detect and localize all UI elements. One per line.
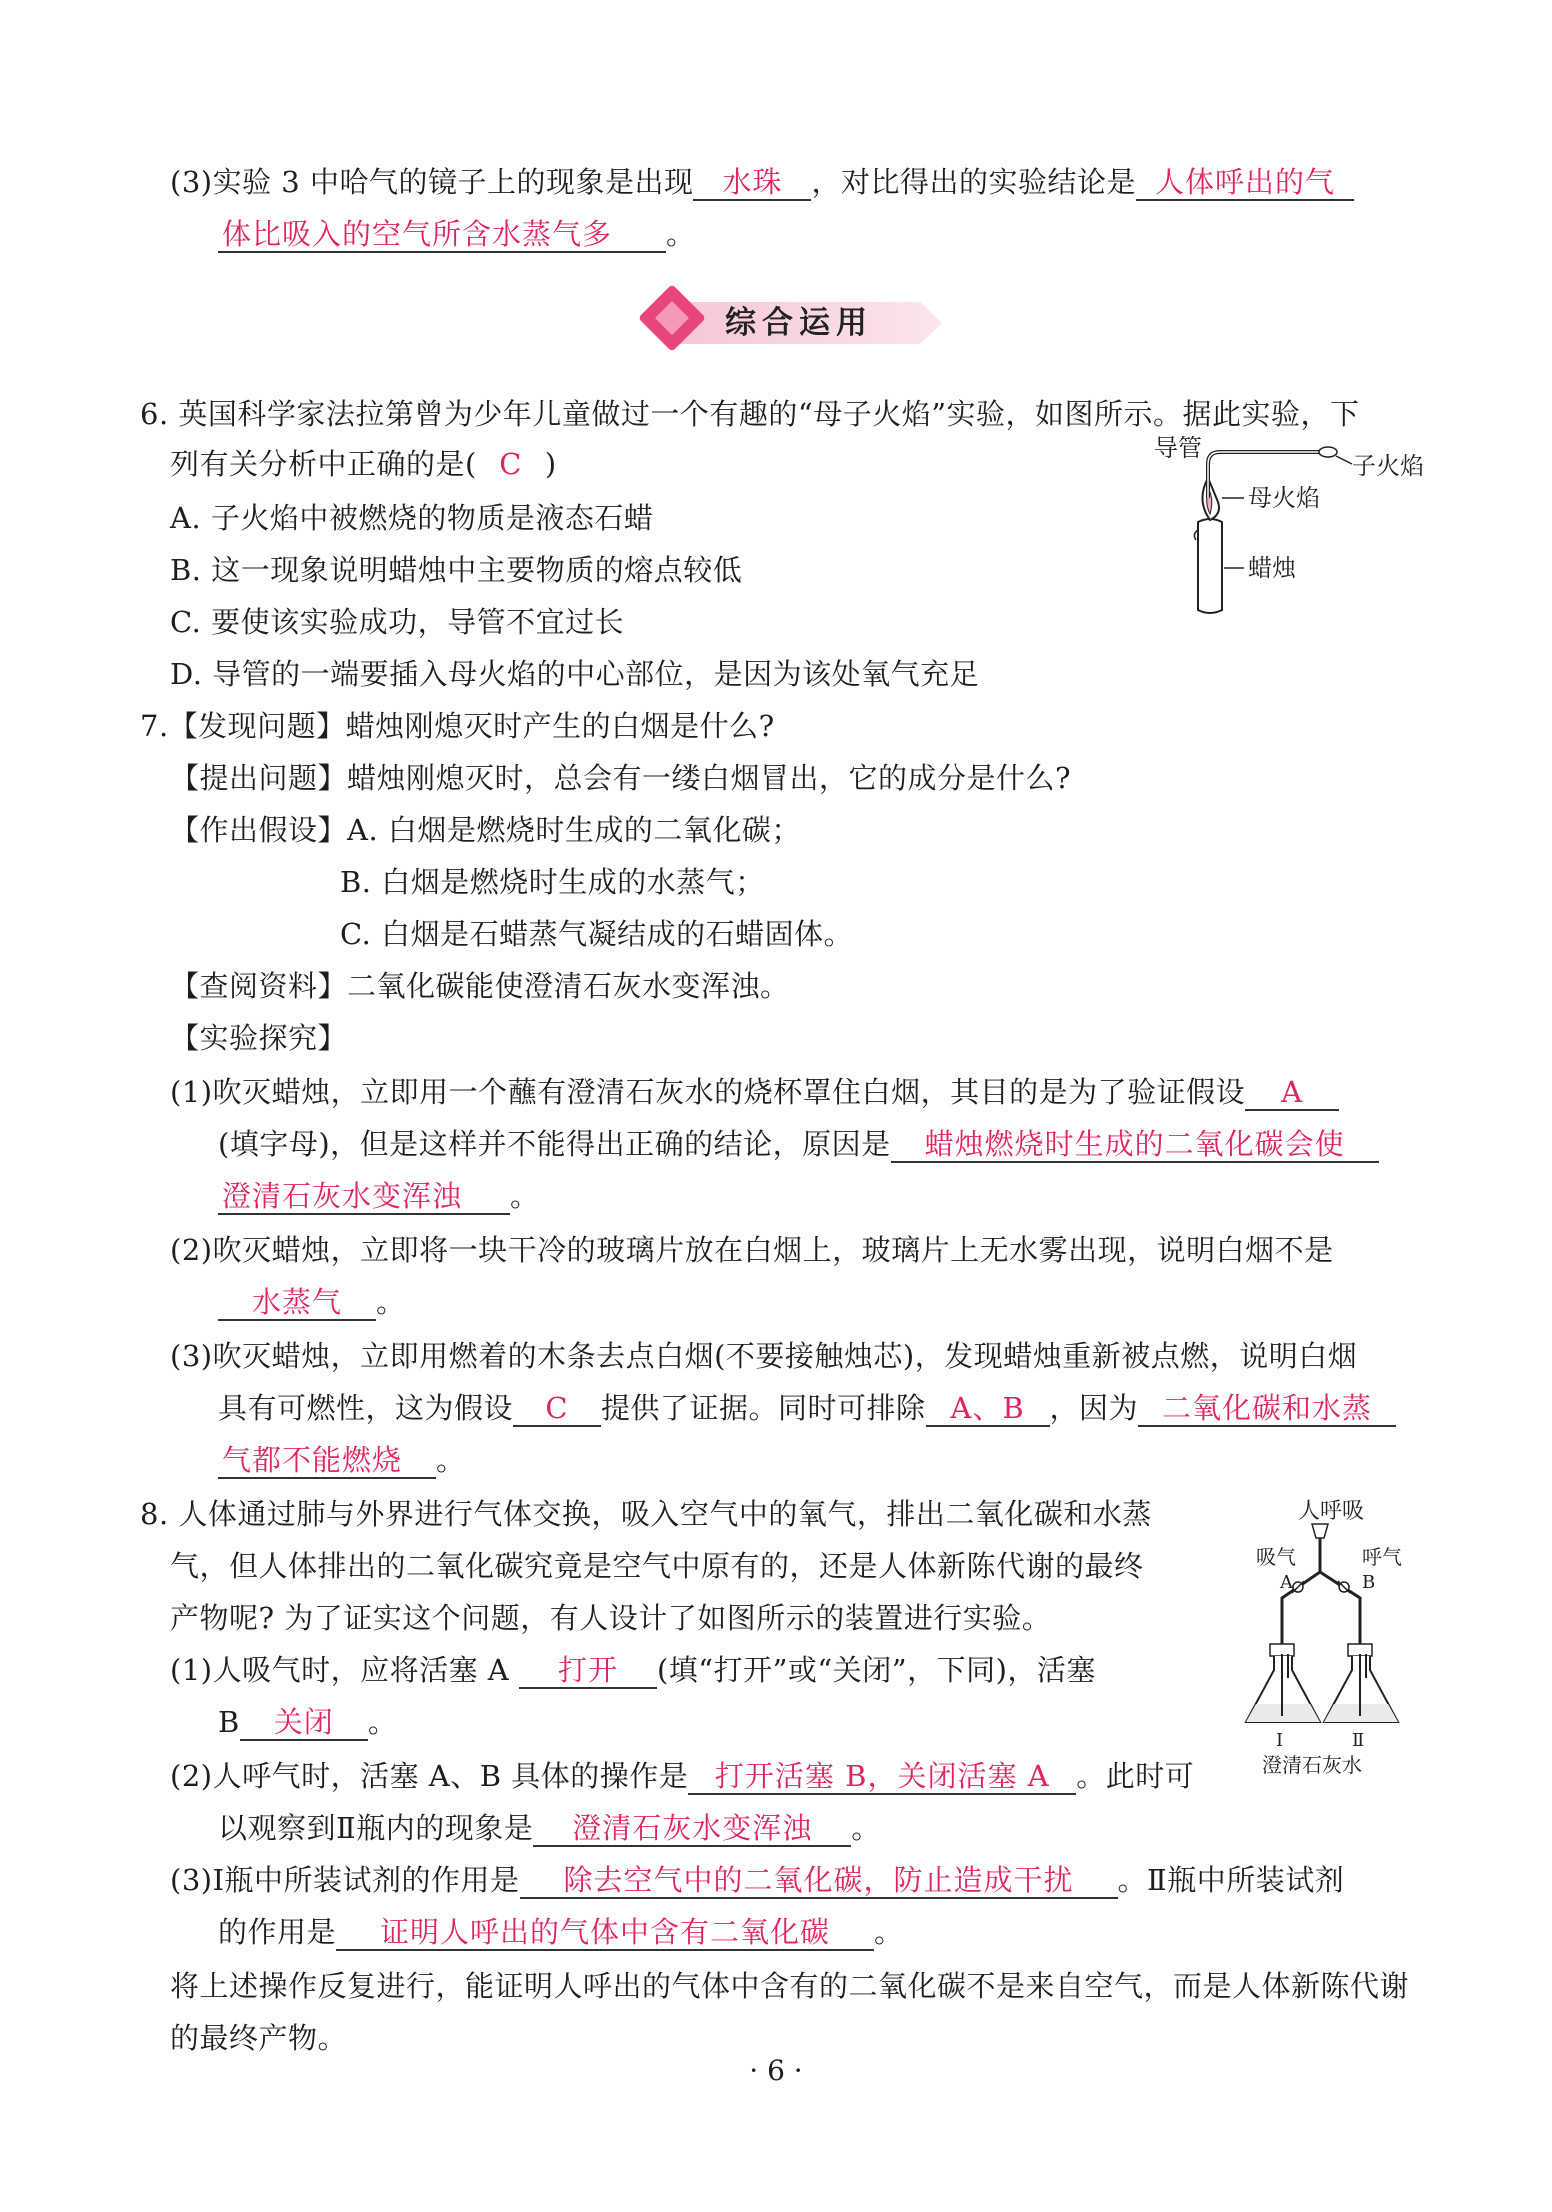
answer-blank: 关闭: [240, 1705, 368, 1741]
valve-b-label: B: [1362, 1572, 1376, 1593]
answer-blank: 澄清石灰水变浑浊: [533, 1811, 851, 1847]
answer-blank: C: [513, 1391, 601, 1427]
answer-blank: 体比吸入的空气所含水蒸气多: [218, 217, 666, 253]
q7-part2-line2: 水蒸气 。: [218, 1282, 406, 1322]
child-flame-label: 子火焰: [1352, 452, 1424, 480]
q6-option-b: B. 这一现象说明蜡烛中主要物质的熔点较低: [170, 553, 743, 587]
q8-line-2: 气，但人体排出的二氧化碳究竟是空气中原有的，还是人体新陈代谢的最终: [170, 1549, 1144, 1583]
limewater-label: 澄清石灰水: [1262, 1753, 1362, 1777]
q8-line-3: 产物呢? 为了证实这个问题，有人设计了如图所示的装置进行实验。: [170, 1601, 1052, 1635]
q8-part2-line1: (2)人呼气时，活塞 A、B 具体的操作是 打开活塞 B，关闭活塞 A 。此时可: [170, 1759, 1195, 1793]
answer-blank: 打开活塞 B，关闭活塞 A: [688, 1759, 1076, 1795]
heading-arrow-tip: [920, 302, 942, 344]
answer-choice: C: [499, 447, 523, 481]
q8-conclusion-1: 将上述操作反复进行，能证明人呼出的气体中含有的二氧化碳不是来自空气，而是人体新陈代谢: [170, 1969, 1410, 2003]
valve-a-label: A: [1280, 1572, 1293, 1593]
answer-blank: 二氧化碳和水蒸: [1138, 1391, 1396, 1427]
exhale-label: 呼气: [1362, 1545, 1402, 1569]
q8-part3-line2: 的作用是 证明人呼出的气体中含有二氧化碳 。: [218, 1915, 904, 1949]
q7-part3-line1: (3)吹灭蜡烛，立即用燃着的木条去点白烟(不要接触烛芯)，发现蜡烛重新被点燃，说明白烟: [170, 1339, 1358, 1373]
section-heading: [640, 288, 920, 356]
breath-label: 人呼吸: [1298, 1499, 1365, 1524]
q6-stem-2: 列有关分析中正确的是( C ): [170, 447, 557, 481]
q7-part1-line2: (填字母)，但是这样并不能得出正确的结论，原因是 蜡烛燃烧时生成的二氧化碳会使: [218, 1124, 1379, 1164]
q7-line-3: 【作出假设】A. 白烟是燃烧时生成的二氧化碳；: [170, 813, 801, 847]
page-number: · 6 ·: [749, 2054, 803, 2087]
q7-part1-line1: (1)吹灭蜡烛，立即用一个蘸有澄清石灰水的烧杯罩住白烟，其目的是为了验证假设 A: [170, 1072, 1339, 1112]
mother-flame-label: 母火焰: [1248, 484, 1320, 512]
q7-part3-line3: 气都不能燃烧 。: [218, 1440, 466, 1480]
q7-part1-line3: 澄清石灰水变浑浊 。: [218, 1176, 540, 1216]
q7-line-2: 【提出问题】蜡烛刚熄灭时，总会有一缕白烟冒出，它的成分是什么?: [170, 761, 1072, 795]
answer-blank: A: [1245, 1075, 1339, 1111]
answer-blank: 蜡烛燃烧时生成的二氧化碳会使: [891, 1127, 1379, 1163]
inhale-label: 吸气: [1256, 1545, 1296, 1569]
q8-line-1: 8. 人体通过肺与外界进行气体交换，吸入空气中的氧气，排出二氧化碳和水蒸: [140, 1497, 1152, 1531]
q8-part3-line1: (3)Ⅰ瓶中所装试剂的作用是 除去空气中的二氧化碳，防止造成干扰 。Ⅱ瓶中所装试剂: [170, 1863, 1345, 1897]
answer-blank: 人体呼出的气: [1136, 165, 1354, 201]
q8-part1-line1: (1)人吸气时，应将活塞 A 打开 (填“打开”或“关闭”，下同)，活塞: [170, 1653, 1096, 1687]
q7-line-6: 【查阅资料】二氧化碳能使澄清石灰水变浑浊。: [170, 969, 790, 1003]
flask-i-label: Ⅰ: [1276, 1730, 1284, 1751]
q7-line-5: C. 白烟是石蜡蒸气凝结成的石蜡固体。: [340, 917, 854, 951]
answer-blank: 澄清石灰水变浑浊: [218, 1179, 510, 1215]
breathing-apparatus-figure: [1240, 1494, 1440, 1794]
q7-line-1: 7.【发现问题】蜡烛刚熄灭时产生的白烟是什么?: [140, 709, 775, 743]
q6-option-d: D. 导管的一端要插入母火焰的中心部位，是因为该处氧气充足: [170, 657, 980, 691]
flask-ii-label: Ⅱ: [1352, 1730, 1365, 1751]
q6-option-a: A. 子火焰中被燃烧的物质是液态石蜡: [170, 501, 654, 535]
tube-label: 导管: [1154, 434, 1202, 462]
answer-blank: A、B: [926, 1391, 1050, 1427]
q7-line-7: 【实验探究】: [170, 1021, 348, 1055]
answer-blank: 气都不能燃烧: [218, 1443, 436, 1479]
q3-line1: (3)实验 3 中哈气的镜子上的现象是出现 水珠 ，对比得出的实验结论是 人体呼出的气: [170, 162, 1354, 202]
answer-blank: 除去空气中的二氧化碳，防止造成干扰: [520, 1863, 1118, 1899]
q7-part2-line1: (2)吹灭蜡烛，立即将一块干冷的玻璃片放在白烟上，玻璃片上无水雾出现，说明白烟不是: [170, 1233, 1334, 1267]
answer-blank: 证明人呼出的气体中含有二氧化碳: [336, 1915, 874, 1951]
q8-part1-line2: B 关闭 。: [218, 1705, 398, 1739]
q8-part2-line2: 以观察到Ⅱ瓶内的现象是 澄清石灰水变浑浊 。: [218, 1811, 881, 1845]
q8-conclusion-2: 的最终产物。: [170, 2021, 348, 2055]
q6-stem: 6. 英国科学家法拉第曾为少年儿童做过一个有趣的“母子火焰”实验，如图所示。据此实验，下: [140, 397, 1360, 431]
q3-line2: 体比吸入的空气所含水蒸气多 。: [218, 214, 696, 254]
answer-blank: 水蒸气: [218, 1285, 376, 1321]
candle-figure: [1140, 430, 1430, 620]
answer-blank: 打开: [519, 1653, 657, 1689]
candle-label: 蜡烛: [1248, 554, 1296, 582]
q7-part3-line2: 具有可燃性，这为假设 C 提供了证据。同时可排除 A、B ，因为 二氧化碳和水蒸: [218, 1388, 1396, 1428]
q7-line-4: B. 白烟是燃烧时生成的水蒸气；: [340, 865, 765, 899]
section-title: 综合运用: [725, 305, 873, 341]
answer-blank: 水珠: [693, 165, 811, 201]
q6-option-c: C. 要使该实验成功，导管不宜过长: [170, 605, 625, 639]
